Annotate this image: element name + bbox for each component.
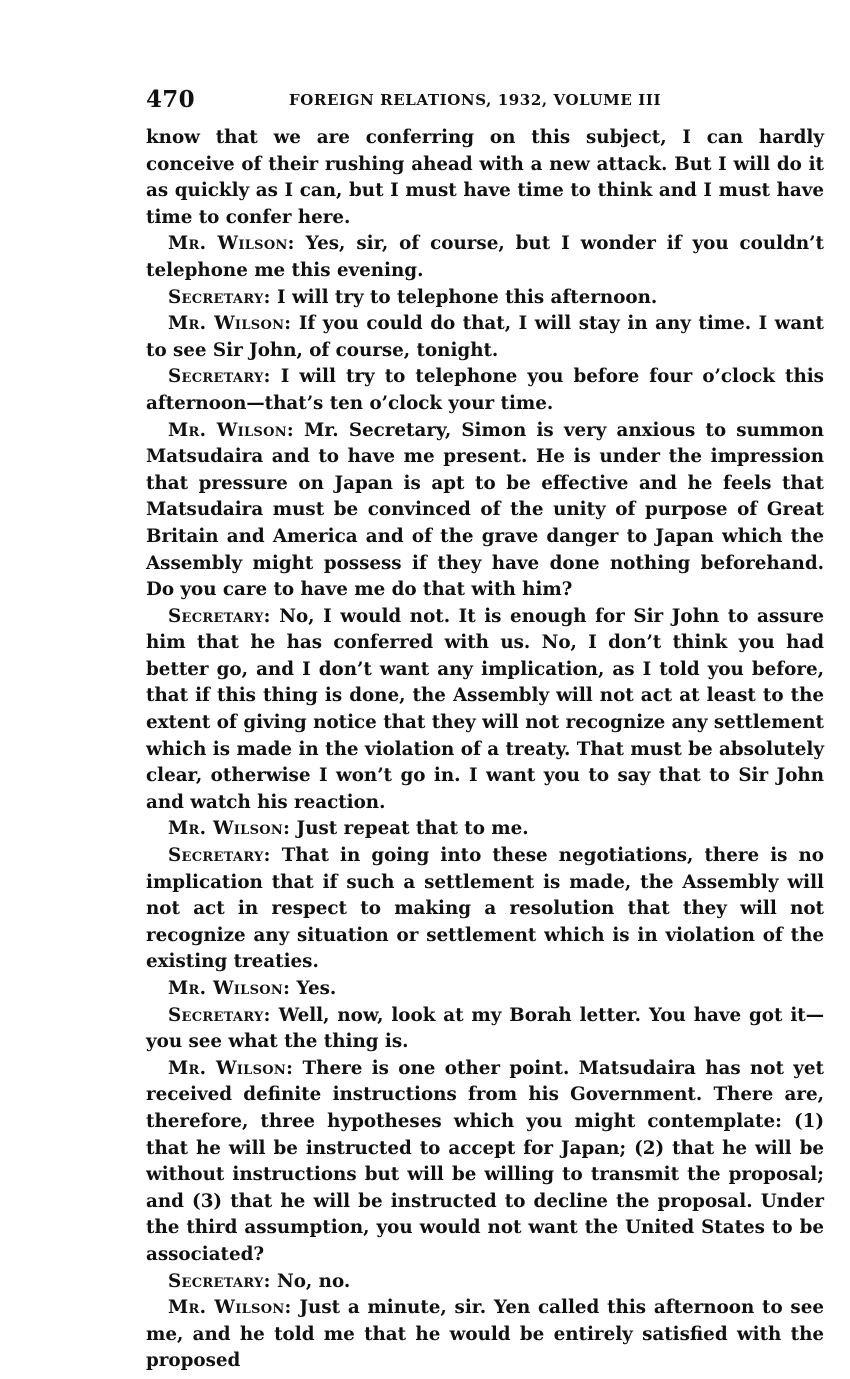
paragraph-text: There is one other point. Matsudaira has not yet received definite instructions from his Government. There are, therefore, three hypotheses which you might contemplate: (1) that he will be instructed to accept for Japan; (2) that he will be without instructions but will be willing to transmit the proposal; and (3) that he will be instructed to decline the proposal. Under the third assumption, you would not want the United States to be associated? [146,1057,824,1265]
paragraph [146,231,824,284]
paragraph [146,843,824,976]
paragraph [146,125,824,231]
paragraph-text: I will try to telephone you before four o’clock this afternoon—that’s ten o’clock your time. [146,366,824,414]
speaker-label: Mr. Wilson: [168,1297,292,1319]
paragraph-text: I will try to telephone this afternoon. [277,286,658,308]
speaker-label: Secretary: [168,605,271,627]
speaker-label: Mr. Wilson: [168,419,294,441]
paragraph [146,976,824,1003]
paragraph [146,364,824,417]
paragraph [146,418,824,604]
paragraph [146,1269,824,1296]
paragraph-text: Just a minute, sir. Yen called this afternoon to see me, and he told me that he would be entirely satisfied with the proposed [146,1297,824,1372]
paragraph [146,1295,824,1375]
paragraph [146,816,824,843]
paragraph-text: No, I would not. It is enough for Sir John to assure him that he has conferred with us. No, I don’t think you had better go, and I don’t want any implication, as I told you before, that if this thing is done, the Assembly will not act at least to the extent of giving notice that they will not recognize any settlement which is made in the violation of a treaty. That must be absolutely clear, otherwise I won’t go in. I want you to say that to Sir John and watch his reaction. [146,605,824,813]
speaker-label: Secretary: [168,1270,271,1292]
paragraph-text: That in going into these negotiations, there is no implication that if such a settlement is made, the Assembly will not act in respect to making a resolution that they will not recognize any situation or settlement which is in violation of the existing treaties. [146,845,824,973]
speaker-label: Mr. Wilson: [168,233,295,255]
speaker-label: Secretary: [168,845,271,867]
paragraph [146,285,824,312]
speaker-label: Mr. Wilson: [168,978,291,999]
paragraph-text: Just repeat that to me. [296,818,529,840]
paragraph [146,604,824,817]
transcript-body [146,125,824,1375]
speaker-label: Mr. Wilson: [168,1057,294,1079]
speaker-label: Secretary: [168,1004,271,1026]
speaker-label: Mr. Wilson: [168,313,292,335]
running-title: FOREIGN RELATIONS, 1932, VOLUME III [289,91,662,109]
paragraph [146,1056,824,1269]
running-header [146,86,824,116]
paragraph [146,1003,824,1056]
paragraph-text: Mr. Secretary, Simon is very anxious to summon Matsudaira and to have me present. He is under the impression that pressure on Japan is apt to be effective and he feels that Matsudaira must be convinced of the unity of purpose of Great Britain and America and of the grave danger to Japan which the Assembly might possess if they have done nothing beforehand. Do you care to have me do that with him? [146,419,824,601]
document-page [146,86,824,1375]
paragraph-text: Yes, sir, of course, but I wonder if you couldn’t telephone me this evening. [146,233,824,281]
paragraph-text: know that we are conferring on this subject, I can hardly conceive of their rushing ahead with a new attack. But I will do it as quickly as I can, but I must have time to think and I must have time to confer here. [146,127,824,228]
paragraph-text: Well, now, look at my Borah letter. You have got it—you see what the thing is. [146,1004,825,1053]
speaker-label: Mr. Wilson: [168,818,291,840]
speaker-label: Secretary: [168,286,271,308]
paragraph-text: Yes. [296,978,337,999]
speaker-label: Secretary: [168,366,271,388]
page-number: 470 [146,86,195,113]
paragraph-text: If you could do that, I will stay in any time. I want to see Sir John, of course, tonight. [146,313,825,361]
paragraph-text: No, no. [277,1270,351,1292]
paragraph [146,311,824,364]
